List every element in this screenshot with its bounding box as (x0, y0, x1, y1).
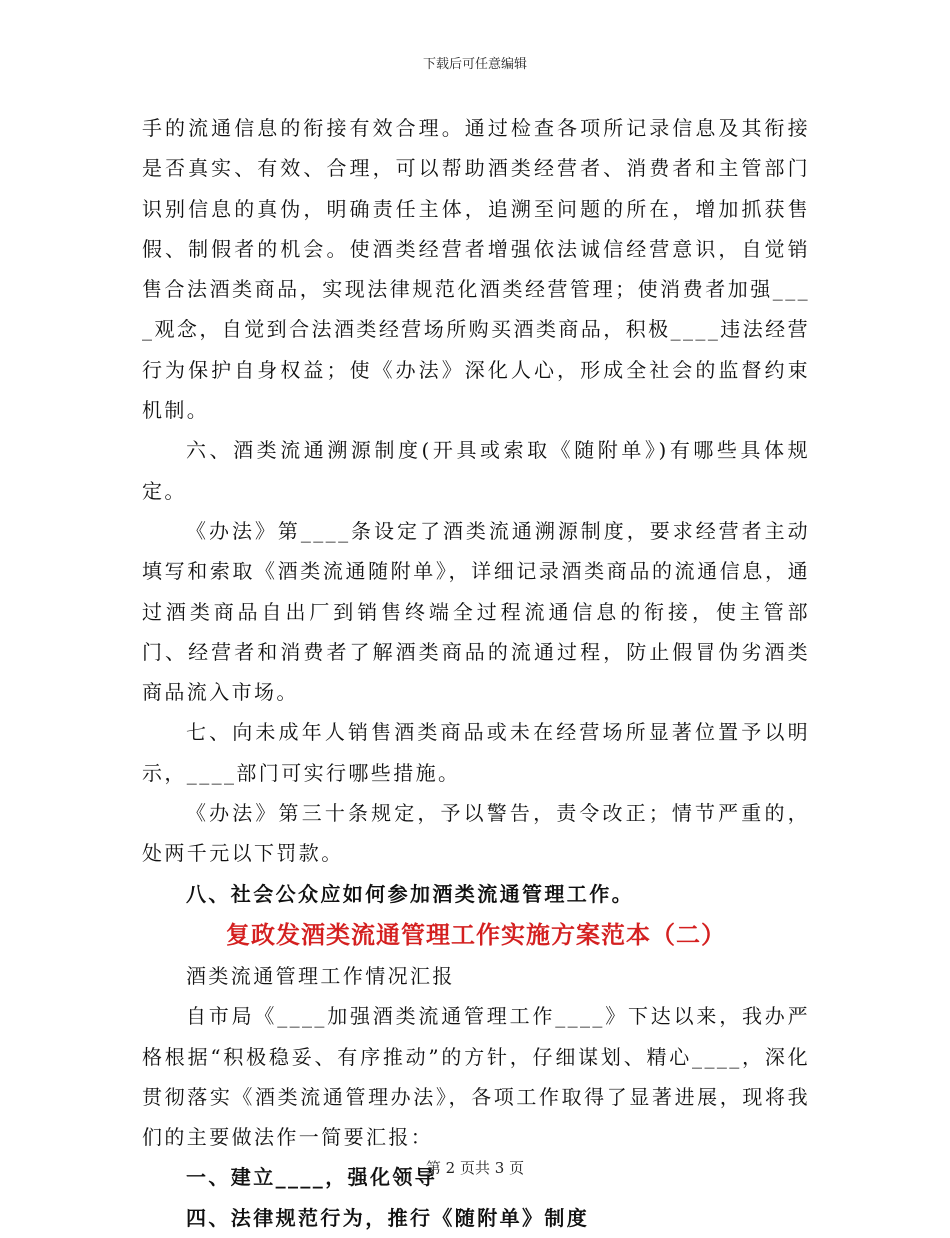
answer-seven: 《办法》第三十条规定，予以警告，责令改正；情节严重的，处两千元以下罚款。 (142, 801, 810, 866)
heading-one: 一、建立____，强化领导 (186, 1165, 438, 1190)
heading-four: 四、法律规范行为，推行《随附单》制度 (186, 1205, 590, 1230)
page-footer: 第 2 页共 3 页 (425, 1159, 525, 1177)
question-six: 六、酒类流通溯源制度(开具或索取《随附单》)有哪些具体规定。 (142, 438, 810, 503)
report-subtitle: 酒类流通管理工作情况汇报 (186, 963, 455, 988)
report-intro: 自市局《____加强酒类流通管理工作____》下达以来，我办严格根据“积极稳妥、有序推动”的方针，仔细谋划、精心____，深化贯彻落实《酒类流通管理办法》，各项工作取得了显著进展，现将我们的主要做法作一简要汇报： (142, 1004, 810, 1150)
section-title: 复政发酒类流通管理工作实施方案范本（二） (226, 919, 726, 949)
page-header: 下载后可任意编辑 (422, 57, 527, 72)
document-body (142, 108, 810, 1238)
answer-six: 《办法》第____条设定了酒类流通溯源制度，要求经营者主动填写和索取《酒类流通随附单》，详细记录酒类商品的流通信息，通过酒类商品自出厂到销售终端全过程流通信息的衔接，使主管部门、经营者和消费者了解酒类商品的流通过程，防止假冒伪劣酒类商品流入市场。 (142, 518, 810, 705)
question-eight: 八、社会公众应如何参加酒类流通管理工作。 (186, 881, 634, 906)
paragraph-continuation: 手的流通信息的衔接有效合理。通过检查各项所记录信息及其衔接是否真实、有效、合理，可以帮助酒类经营者、消费者和主管部门识别信息的真伪，明确责任主体，追溯至问题的所在，增加抓获售假、制假者的机会。使酒类经营者增强依法诚信经营意识，自觉销售合法酒类商品，实现法律规范化酒类经营管理；使消费者加强____观念，自觉到合法酒类经营场所购买酒类商品，积极____违法经营行为保护自身权益；使《办法》深化人心，形成全社会的监督约束机制。 (142, 116, 810, 423)
question-seven: 七、向未成年人销售酒类商品或未在经营场所显著位置予以明示，____部门可实行哪些措施。 (142, 720, 810, 785)
